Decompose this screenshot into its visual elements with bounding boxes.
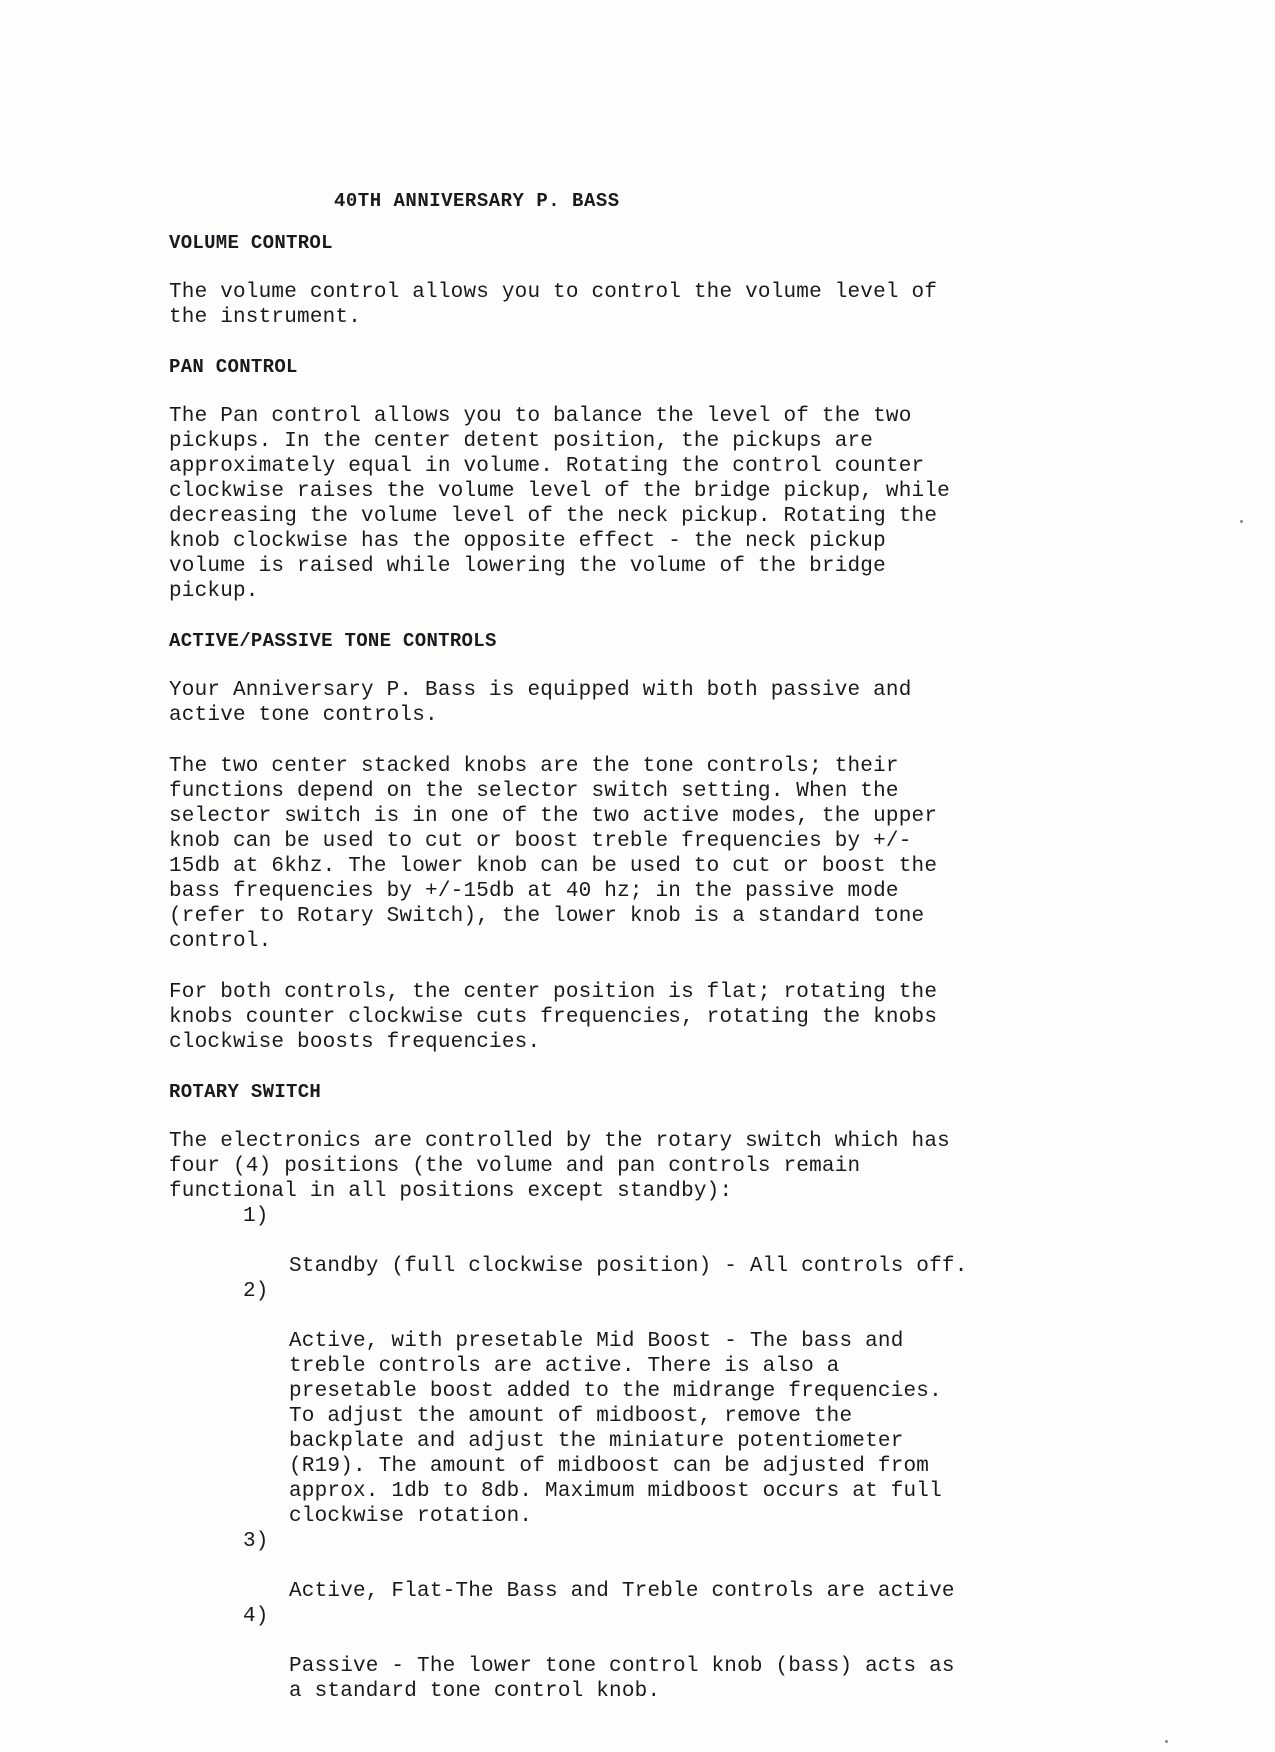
list-item-number: 1) [243,1205,269,1228]
list-item-text: Passive - The lower tone control knob (bass) acts as a standard tone control knob. [289,1655,955,1703]
list-item [243,1204,1089,1279]
list-item [243,1529,1089,1604]
scan-speck [1240,520,1243,523]
list-item-text: Active, with presetable Mid Boost - The bass and treble controls are active. There is also a presetable boost added to the midrange frequencies. To adjust the amount of midboost, remove the backplate and adjust the miniature potentiometer (R19). The amount of midboost can be adjusted from approx. 1db to 8db. Maximum midboost occurs at full clockwise rotation. [289,1330,942,1528]
section-heading-pan-control: PAN CONTROL [169,356,298,378]
scan-speck [1165,1740,1168,1743]
paragraph-rotary-intro: The electronics are controlled by the rotary switch which has four (4) positions (the volume and pan controls remain functional in all positions except standby): [169,1130,950,1203]
paragraph-pan-control: The Pan control allows you to balance the level of the two pickups. In the center detent position, the pickups are approximately equal in volume. Rotating the control counter clockwise raises the volume level of the bridge pickup, while decreasing the volume level of the neck pickup. Rotating the knob clockwise has the opposite effect - the neck pickup volume is raised while lowering the volume of the bridge pickup. [169,405,950,603]
list-item-number: 2) [243,1280,269,1303]
paragraph-volume-control: The volume control allows you to control the volume level of the instrument. [169,281,938,329]
paragraph-tone-intro: Your Anniversary P. Bass is equipped with both passive and active tone controls. [169,679,912,727]
list-item-number: 3) [243,1530,269,1553]
list-item-number: 4) [243,1605,269,1628]
section-heading-rotary-switch: ROTARY SWITCH [169,1081,322,1103]
document-body [169,190,1089,1704]
paragraph-tone-flat: For both controls, the center position is flat; rotating the knobs counter clockwise cuts frequencies, rotating the knobs clockwise boosts frequencies. [169,981,938,1054]
paragraph-tone-knobs: The two center stacked knobs are the tone controls; their functions depend on the selector switch setting. When the selector switch is in one of the two active modes, the upper knob can be used to cut or boost treble frequencies by +/- 15db at 6khz. The lower knob can be used to cut or boost the bass frequencies by +/-15db at 40 hz; in the passive mode (refer to Rotary Switch), the lower knob is a standard tone control. [169,755,938,953]
list-item-text: Standby (full clockwise position) - All controls off. [289,1255,968,1278]
list-item [243,1279,1089,1529]
section-heading-volume-control: VOLUME CONTROL [169,232,333,254]
document-title: 40TH ANNIVERSARY P. BASS [334,190,620,212]
section-heading-tone-controls: ACTIVE/PASSIVE TONE CONTROLS [169,630,497,652]
list-item-text: Active, Flat-The Bass and Treble controls are active [289,1580,955,1603]
rotary-positions-list [169,1204,1089,1704]
list-item [243,1604,1089,1704]
